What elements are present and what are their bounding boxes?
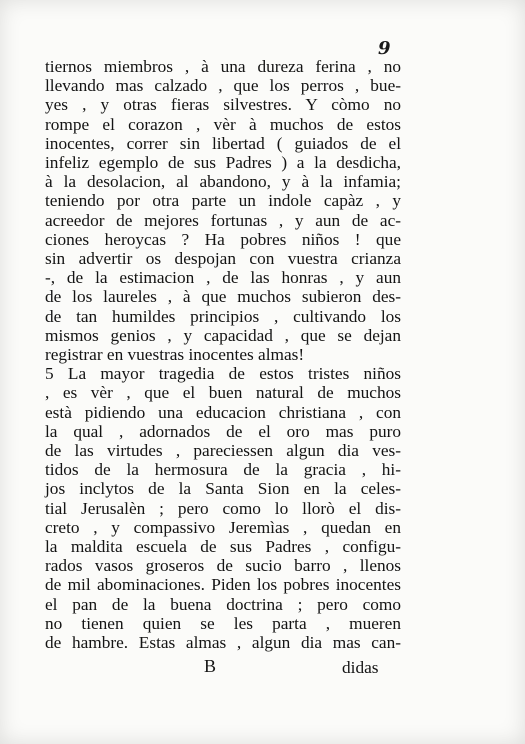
signature-mark: B [204, 656, 217, 676]
text-line: ciones heroycas ? Ha pobres niños ! que [45, 229, 401, 249]
text-line: mismos genios , y capacidad , que se dejan [45, 325, 401, 345]
text-line: de hambre. Estas almas , algun dia mas can- [45, 633, 401, 653]
text-line: yes , y otras fieras silvestres. Y còmo no [45, 95, 401, 115]
text-line: sin advertir os despojan con vuestra crianza [45, 249, 401, 269]
text-line: de las virtudes , pareciessen algun dia ves- [45, 441, 401, 461]
catchword: didas [342, 658, 379, 677]
text-line: -, de la estimacion , de las honras , y aun [45, 268, 401, 288]
page-number: 9 [378, 38, 391, 59]
text-line: jos inclytos de la Santa Sion en la celes- [45, 479, 401, 499]
text-line: la maldita escuela de sus Padres , configu- [45, 537, 401, 557]
text-line: 5 La mayor tragedia de estos tristes niños [45, 364, 401, 384]
text-line: teniendo por otra parte un indole capàz , y [45, 191, 401, 211]
text-line: registrar en vuestras inocentes almas! [45, 345, 305, 365]
text-line: , es vèr , que el buen natural de muchos [45, 383, 401, 403]
text-line: està pidiendo una educacion christiana , con [45, 402, 401, 422]
text-line: llevando mas calzado , que los perros , bue- [45, 76, 401, 96]
text-line: infeliz egemplo de sus Padres ) a la desdicha, [45, 153, 401, 173]
text-line: inocentes, correr sin libertad ( guiados de el [45, 133, 401, 153]
text-line: creto , y compassivo Jeremìas , quedan en [45, 517, 401, 537]
text-line: tiernos miembros , à una dureza ferina , no [45, 57, 401, 76]
text-line: de tan humildes principios , cultivando los [45, 306, 401, 326]
text-line: la qual , adornados de el oro mas puro [45, 421, 401, 441]
text-line: el pan de la buena doctrina ; pero como [45, 594, 401, 614]
text-line: no tienen quien se les parta , mueren [45, 613, 401, 633]
text-line: rompe el corazon , vèr à muchos de estos [45, 114, 401, 134]
text-line: de mil abominaciones. Piden los pobres inocentes [45, 575, 401, 595]
text-line: de los laureles , à que muchos subieron des- [45, 287, 401, 307]
text-line: tial Jerusalèn ; pero como lo llorò el dis- [45, 498, 401, 518]
text-line: rados vasos groseros de sucio barro , llenos [45, 556, 401, 576]
text-line: acreedor de mejores fortunas , y aun de ac- [45, 210, 401, 230]
text-line: à la desolacion, al abandono, y à la infamia; [45, 172, 401, 192]
text-line: tidos de la hermosura de la gracia , hi- [45, 460, 401, 480]
body-text [45, 57, 401, 652]
